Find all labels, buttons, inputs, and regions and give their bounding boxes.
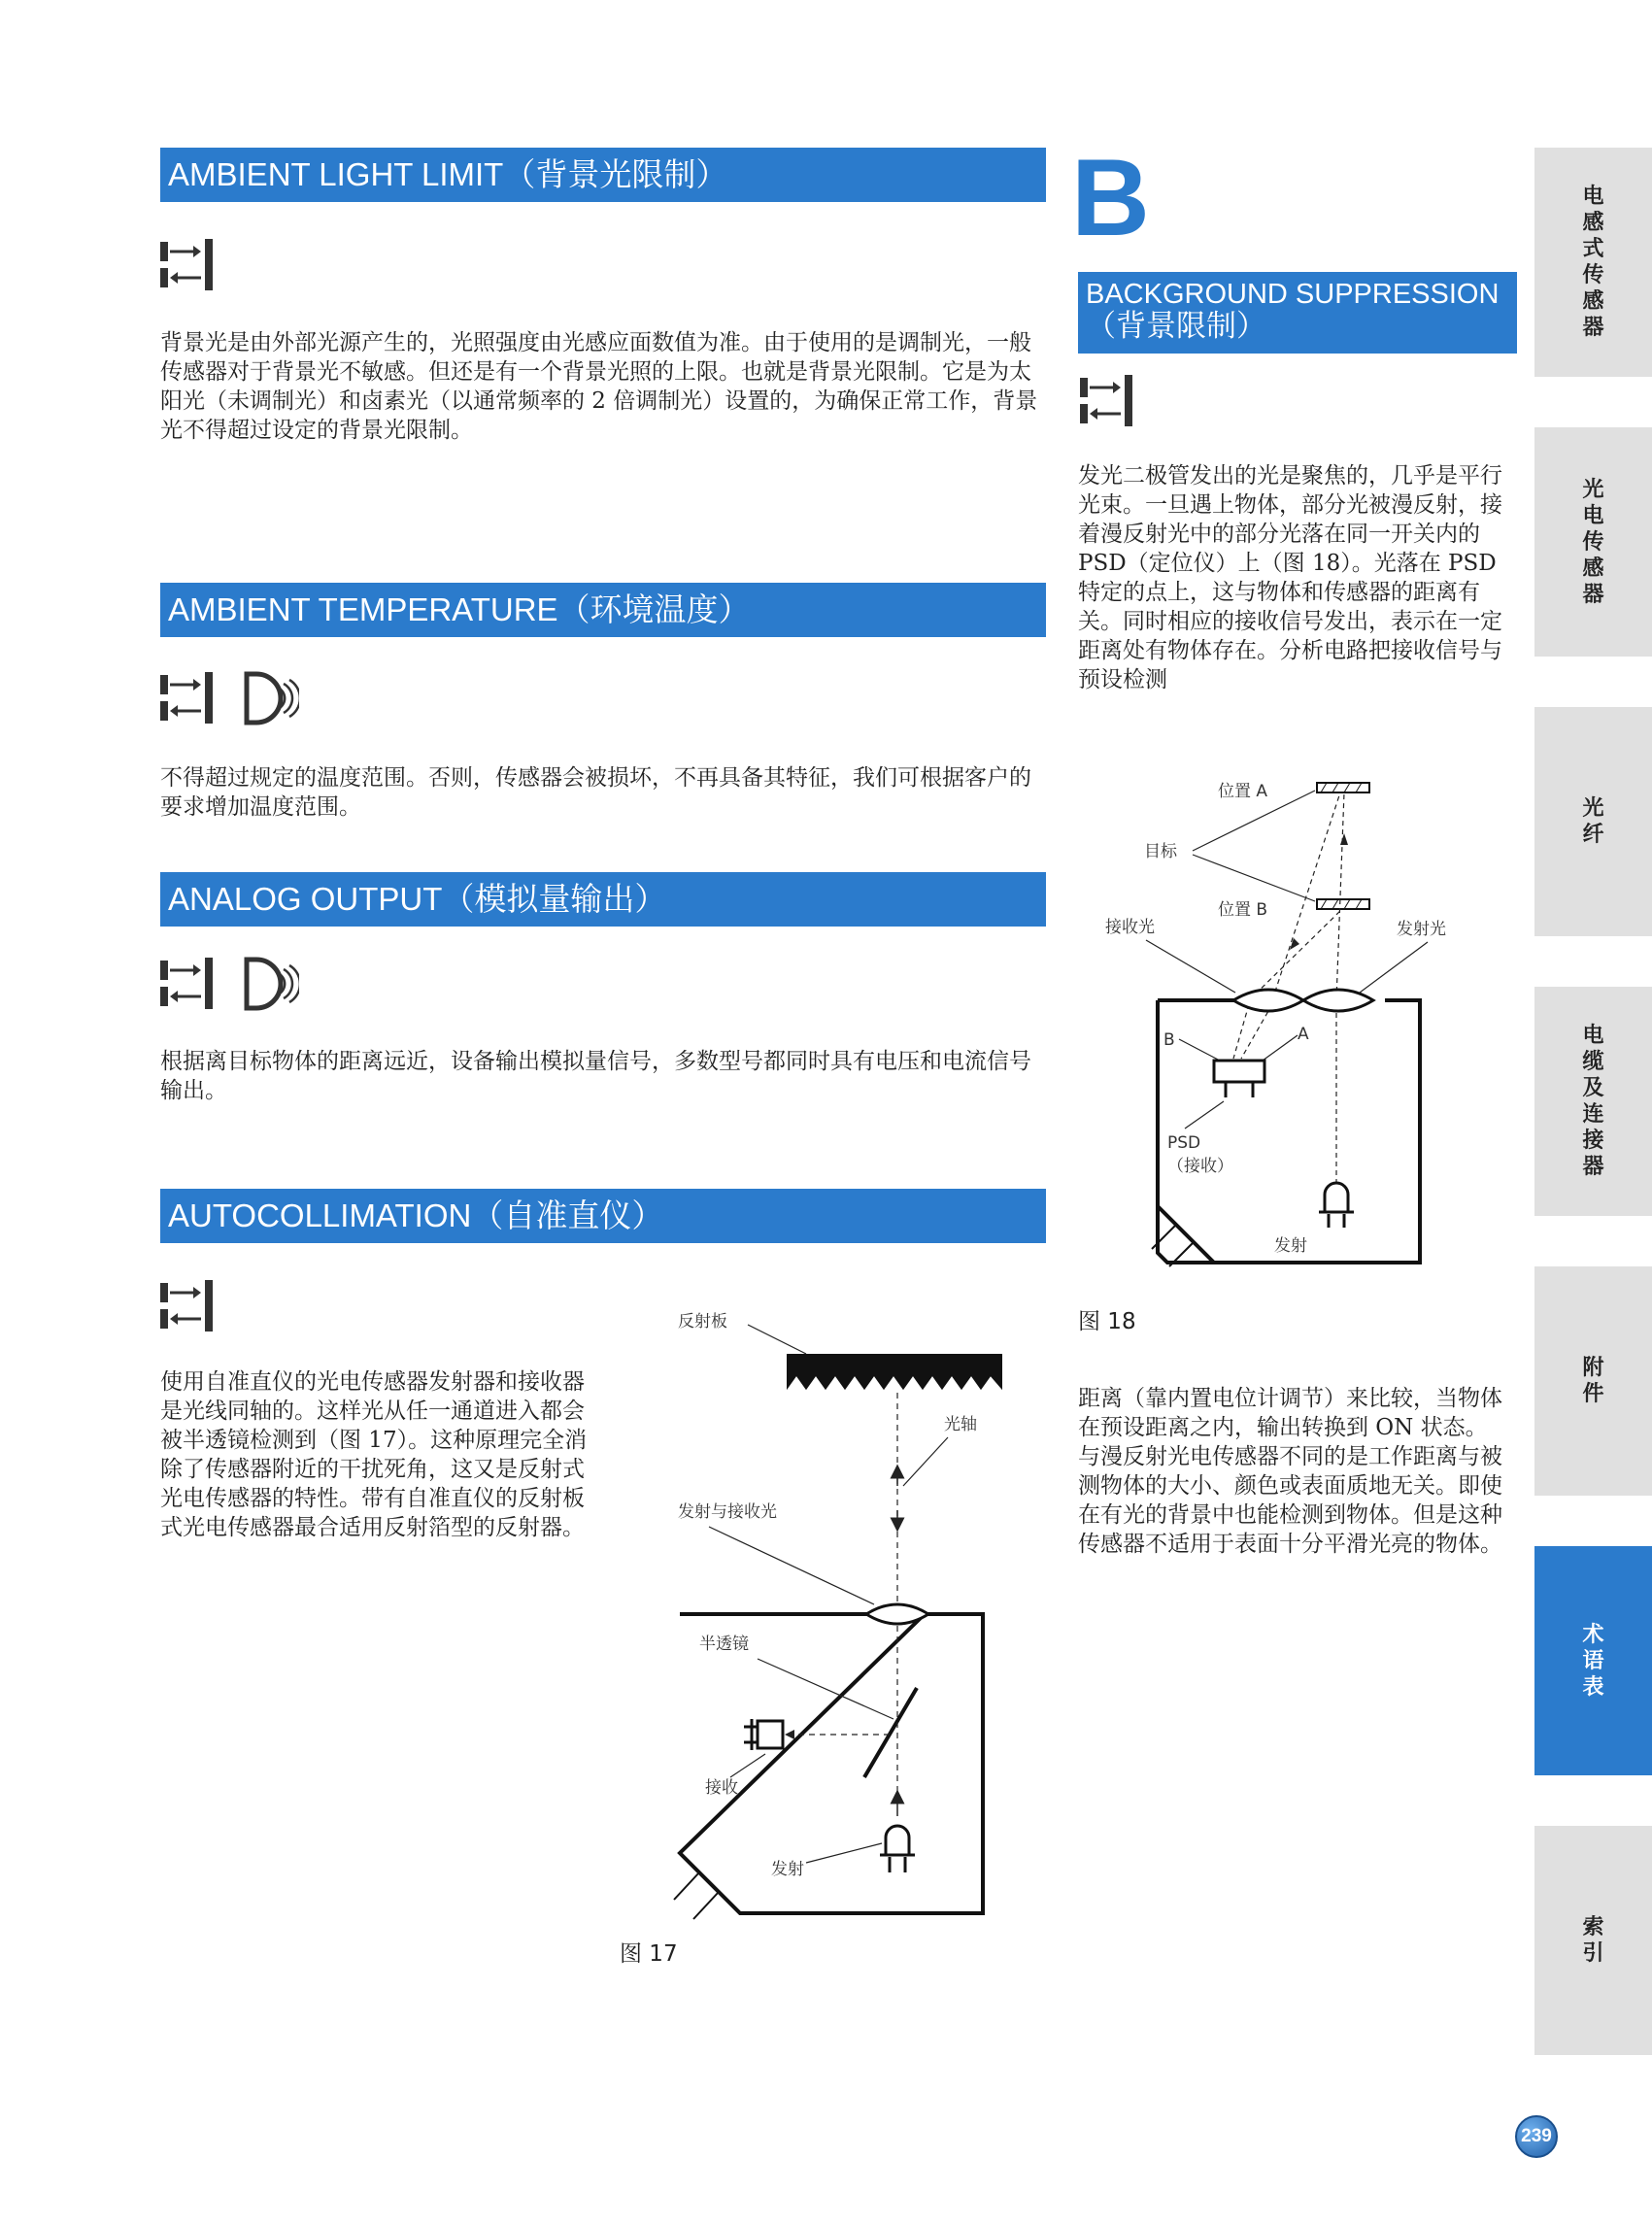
background-suppression-text-1: 发光二极管发出的光是聚焦的，几乎是平行光束。一旦遇上物体，部分光被漫反射，接着漫反射光中的部分光落在同一开关内的 PSD（定位仪）上（图 18）。光落在 PSD 特定的点上，这与物体和传感器的距离有关。同时相应的接收信号发出，表示在一定距离处有物体存在。分析电路把接收信号与预设检测 <box>1078 463 1502 692</box>
figure-18-caption: 图 18 <box>1078 1309 1136 1334</box>
page-number: 239 <box>1521 2126 1552 2146</box>
autocollimation-text: 使用自准直仪的光电传感器发射器和接收器是光线同轴的。这样光从任一通道进入都会被半透镜检测到（图 17）。这种原理完全消除了传感器附近的干扰死角，这又是反射式光电传感器的特性。带有自准直仪的反射板式光电传感器最合适用反射箔型的反射器。 <box>160 1369 588 1540</box>
receive-label: 接收 <box>705 1778 738 1798</box>
emitter <box>886 1826 909 1855</box>
reflection-mode-icon <box>160 672 215 726</box>
tab-char: 语 <box>1582 1648 1604 1673</box>
ultrasonic-icon <box>243 956 299 1012</box>
figure-17-diagram <box>660 1292 1049 1923</box>
header-line-2: （背景限制） <box>1086 309 1266 343</box>
analog-output-text: 根据离目标物体的距离远近，设备输出模拟量信号，多数型号都同时具有电压和电流信号输出。 <box>160 1049 1031 1103</box>
tab-char: 传 <box>1582 529 1604 555</box>
lens-receive <box>1233 990 1303 1011</box>
background-suppression-text-2: 距离（靠内置电位计调节）来比较，当物体在预设距离之内，输出转换到 ON 状态。与漫反射光电传感器不同的是工作距离与被测物体的大小、颜色或表面质地无关。即使在有光的背景中也能检测到物体。但是这种传感器不适用于表面十分平滑光亮的物体。 <box>1078 1386 1502 1557</box>
side-tab-accessories[interactable] <box>1534 1266 1652 1496</box>
tab-char: 感 <box>1582 211 1604 235</box>
ambient-light-text: 背景光是由外部光源产生的，光照强度由光感应面数值为准。由于使用的是调制光，一般传感器对于背景光不敏感。但还是有一个背景光照的上限。也就是背景光限制。它是为太阳光（未调制光）和卤素光（以通常频率的 2 倍调制光）设置的，为确保正常工作，背景光不得超过设定的背景光限制。 <box>160 330 1038 443</box>
side-tab-glossary[interactable] <box>1534 1546 1652 1775</box>
tab-char: 及 <box>1582 1076 1604 1100</box>
tab-char: 缆 <box>1582 1050 1604 1074</box>
emitter <box>1325 1183 1348 1212</box>
side-tab-index[interactable] <box>1534 1826 1652 2055</box>
tab-char: 索 <box>1582 1915 1604 1939</box>
emit-label: 发射 <box>771 1860 804 1879</box>
figure-17-caption: 图 17 <box>620 1941 678 1967</box>
tab-char: 器 <box>1582 316 1604 340</box>
header-line-1: BACKGROUND SUPPRESSION <box>1086 279 1500 310</box>
emitted-light-label: 发射光 <box>1397 920 1446 939</box>
half-mirror-label: 半透镜 <box>699 1635 749 1654</box>
tab-char: 式 <box>1582 237 1604 261</box>
tab-char: 感 <box>1582 556 1604 581</box>
tab-char: 接 <box>1582 1129 1604 1153</box>
tab-char: 电 <box>1582 1024 1604 1048</box>
tab-char: 件 <box>1582 1382 1604 1406</box>
page-number-badge <box>1515 2115 1558 2158</box>
target-label: 目标 <box>1144 842 1177 861</box>
side-tab-inductive-sensors[interactable] <box>1534 148 1652 377</box>
section-letter: B <box>1071 137 1150 258</box>
figure-18-diagram <box>1078 767 1525 1272</box>
reflection-mode-icon <box>160 1280 215 1334</box>
tab-char: 光 <box>1582 796 1604 821</box>
position-b-label: 位置 B <box>1218 900 1268 920</box>
position-a-label: 位置 A <box>1218 782 1268 801</box>
tab-char: 纤 <box>1582 823 1604 847</box>
optical-axis-label: 光轴 <box>944 1415 977 1434</box>
tab-char: 附 <box>1582 1356 1604 1380</box>
reflection-mode-icon <box>160 239 215 293</box>
side-tab-fiber-optics[interactable] <box>1534 707 1652 936</box>
emit-receive-label: 发射与接收光 <box>678 1502 777 1522</box>
lens-emit <box>1303 990 1373 1011</box>
section-header-analog-output: ANALOG OUTPUT（模拟量输出） <box>160 872 1046 927</box>
reflection-mode-icon <box>1080 375 1134 429</box>
receiver <box>758 1721 783 1748</box>
section-header-background-suppression <box>1078 272 1517 354</box>
tab-char: 连 <box>1582 1102 1604 1127</box>
emit-label: 发射 <box>1274 1236 1307 1256</box>
ambient-temperature-text: 不得超过规定的温度范围。否则，传感器会被损坏，不再具备其特征，我们可根据客户的要求增加温度范围。 <box>160 765 1031 820</box>
psd-sensor <box>1214 1061 1264 1082</box>
side-tab-photoelectric-sensors[interactable] <box>1534 427 1652 657</box>
reflection-mode-icon <box>160 958 215 1012</box>
tab-char: 术 <box>1582 1622 1604 1647</box>
section-header-ambient-temperature: AMBIENT TEMPERATURE（环境温度） <box>160 583 1046 637</box>
tab-char: 器 <box>1582 1155 1604 1179</box>
reflector-label: 反射板 <box>678 1312 727 1332</box>
section-header-autocollimation: AUTOCOLLIMATION（自准直仪） <box>160 1189 1046 1243</box>
tab-char: 光 <box>1582 477 1604 502</box>
a-label: A <box>1298 1025 1309 1044</box>
received-light-label: 接收光 <box>1105 918 1155 937</box>
tab-char: 电 <box>1582 503 1604 528</box>
ultrasonic-icon <box>243 670 299 726</box>
half-mirror <box>864 1688 917 1777</box>
tab-char: 表 <box>1582 1674 1604 1700</box>
psd-receive-label: （接收） <box>1167 1157 1233 1176</box>
tab-char: 引 <box>1582 1941 1604 1966</box>
tab-char: 电 <box>1582 185 1604 209</box>
side-tab-cables-connectors[interactable] <box>1534 987 1652 1216</box>
psd-label: PSD <box>1167 1133 1201 1153</box>
tab-char: 感 <box>1582 289 1604 314</box>
b-label: B <box>1163 1030 1175 1050</box>
tab-char: 传 <box>1582 263 1604 287</box>
tab-char: 器 <box>1582 582 1604 607</box>
section-header-ambient-light: AMBIENT LIGHT LIMIT（背景光限制） <box>160 148 1046 202</box>
